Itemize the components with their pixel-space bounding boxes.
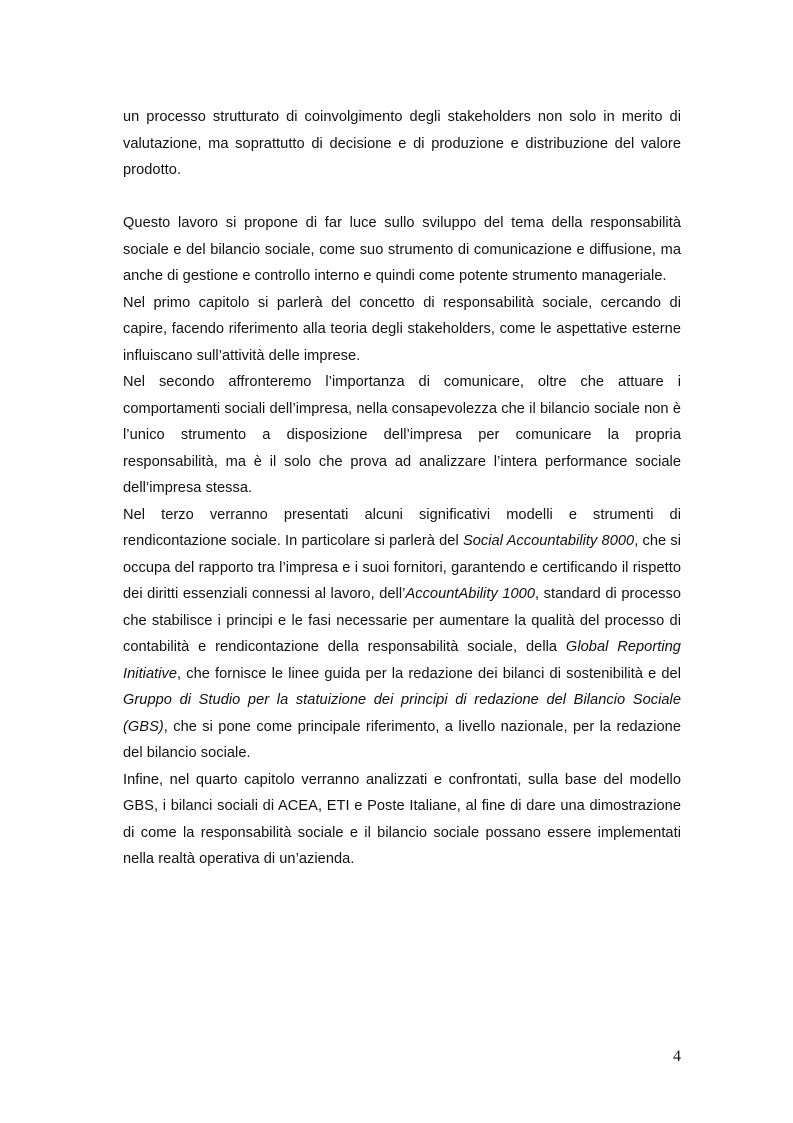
paragraph-chapter-one	[123, 290, 681, 370]
paragraph-text: Nel primo capitolo si parlerà del concetto di responsabilità sociale, cercando di capire, facendo riferimento alla teoria degli stakeholders, come le aspettative esterne influiscano sull’attività delle imprese.	[123, 294, 681, 364]
paragraph-text: un processo strutturato di coinvolgimento degli stakeholders non solo in merito di valutazione, ma soprattutto di decisione e di produzione e distribuzione del valore prodotto.	[123, 109, 681, 178]
paragraph-text: Questo lavoro si propone di far luce sullo sviluppo del tema della responsabilità sociale e del bilancio sociale, come suo strumento di comunicazione e diffusione, ma anche di gestione e controllo interno e quindi come potente strumento manageriale.	[123, 215, 681, 284]
paragraph-text: , che fornisce le linee guida per la redazione dei bilanci di sostenibilità e del	[177, 665, 681, 682]
paragraph-intro	[123, 104, 681, 184]
paragraph-chapter-four	[123, 767, 681, 873]
italic-term-gri: Global Reporting Initiative	[123, 639, 681, 682]
italic-term-aa1000: AccountAbility 1000	[405, 586, 536, 602]
paragraph-text: Infine, nel quarto capitolo verranno analizzati e confrontati, sulla base del modello GBS, i bilanci sociali di ACEA, ETI e Poste Italiane, al fine di dare una dimostrazione di come la responsabilità sociale e il bilancio sociale possano essere implementati nella realtà operativa di un’azienda.	[123, 771, 681, 867]
paragraph-purpose	[123, 210, 681, 290]
paragraph-text: , che si occupa del rapporto tra l’impresa e i suoi fornitori, garantendo e certificando il rispetto dei diritti essenziali connessi al lavoro, dell’	[123, 533, 682, 602]
paragraph-text: , standard di processo che stabilisce i principi e le fasi necessarie per aumentare la qualità del processo di contabilità e rendicontazione della responsabilità sociale, della	[123, 586, 682, 655]
paragraph-chapter-two	[123, 369, 681, 502]
paragraph-text: Nel secondo affronteremo l’importanza di comunicare, oltre che attuare i comportamenti sociali dell’impresa, nella consapevolezza che il bilancio sociale non è l’unico strumento a disposizione dell’impresa per comunicare la propria responsabilità, ma è il solo che prova ad analizzare l’intera performance sociale dell’impresa stessa.	[123, 374, 681, 496]
italic-term-gbs: Gruppo di Studio per la statuizione dei principi di redazione del Bilancio Sociale (GBS)	[123, 692, 681, 735]
page-number: 4	[673, 1048, 681, 1065]
paragraph-chapter-three	[123, 502, 681, 767]
paragraph-text: Nel terzo verranno presentati alcuni significativi modelli e strumenti di rendicontazione sociale. In particolare si parlerà del	[123, 506, 681, 549]
italic-term-sa8000: Social Accountability 8000	[462, 533, 635, 549]
body-text	[123, 104, 681, 873]
paragraph-text: , che si pone come principale riferimento, a livello nazionale, per la redazione del bilancio sociale.	[123, 718, 681, 761]
